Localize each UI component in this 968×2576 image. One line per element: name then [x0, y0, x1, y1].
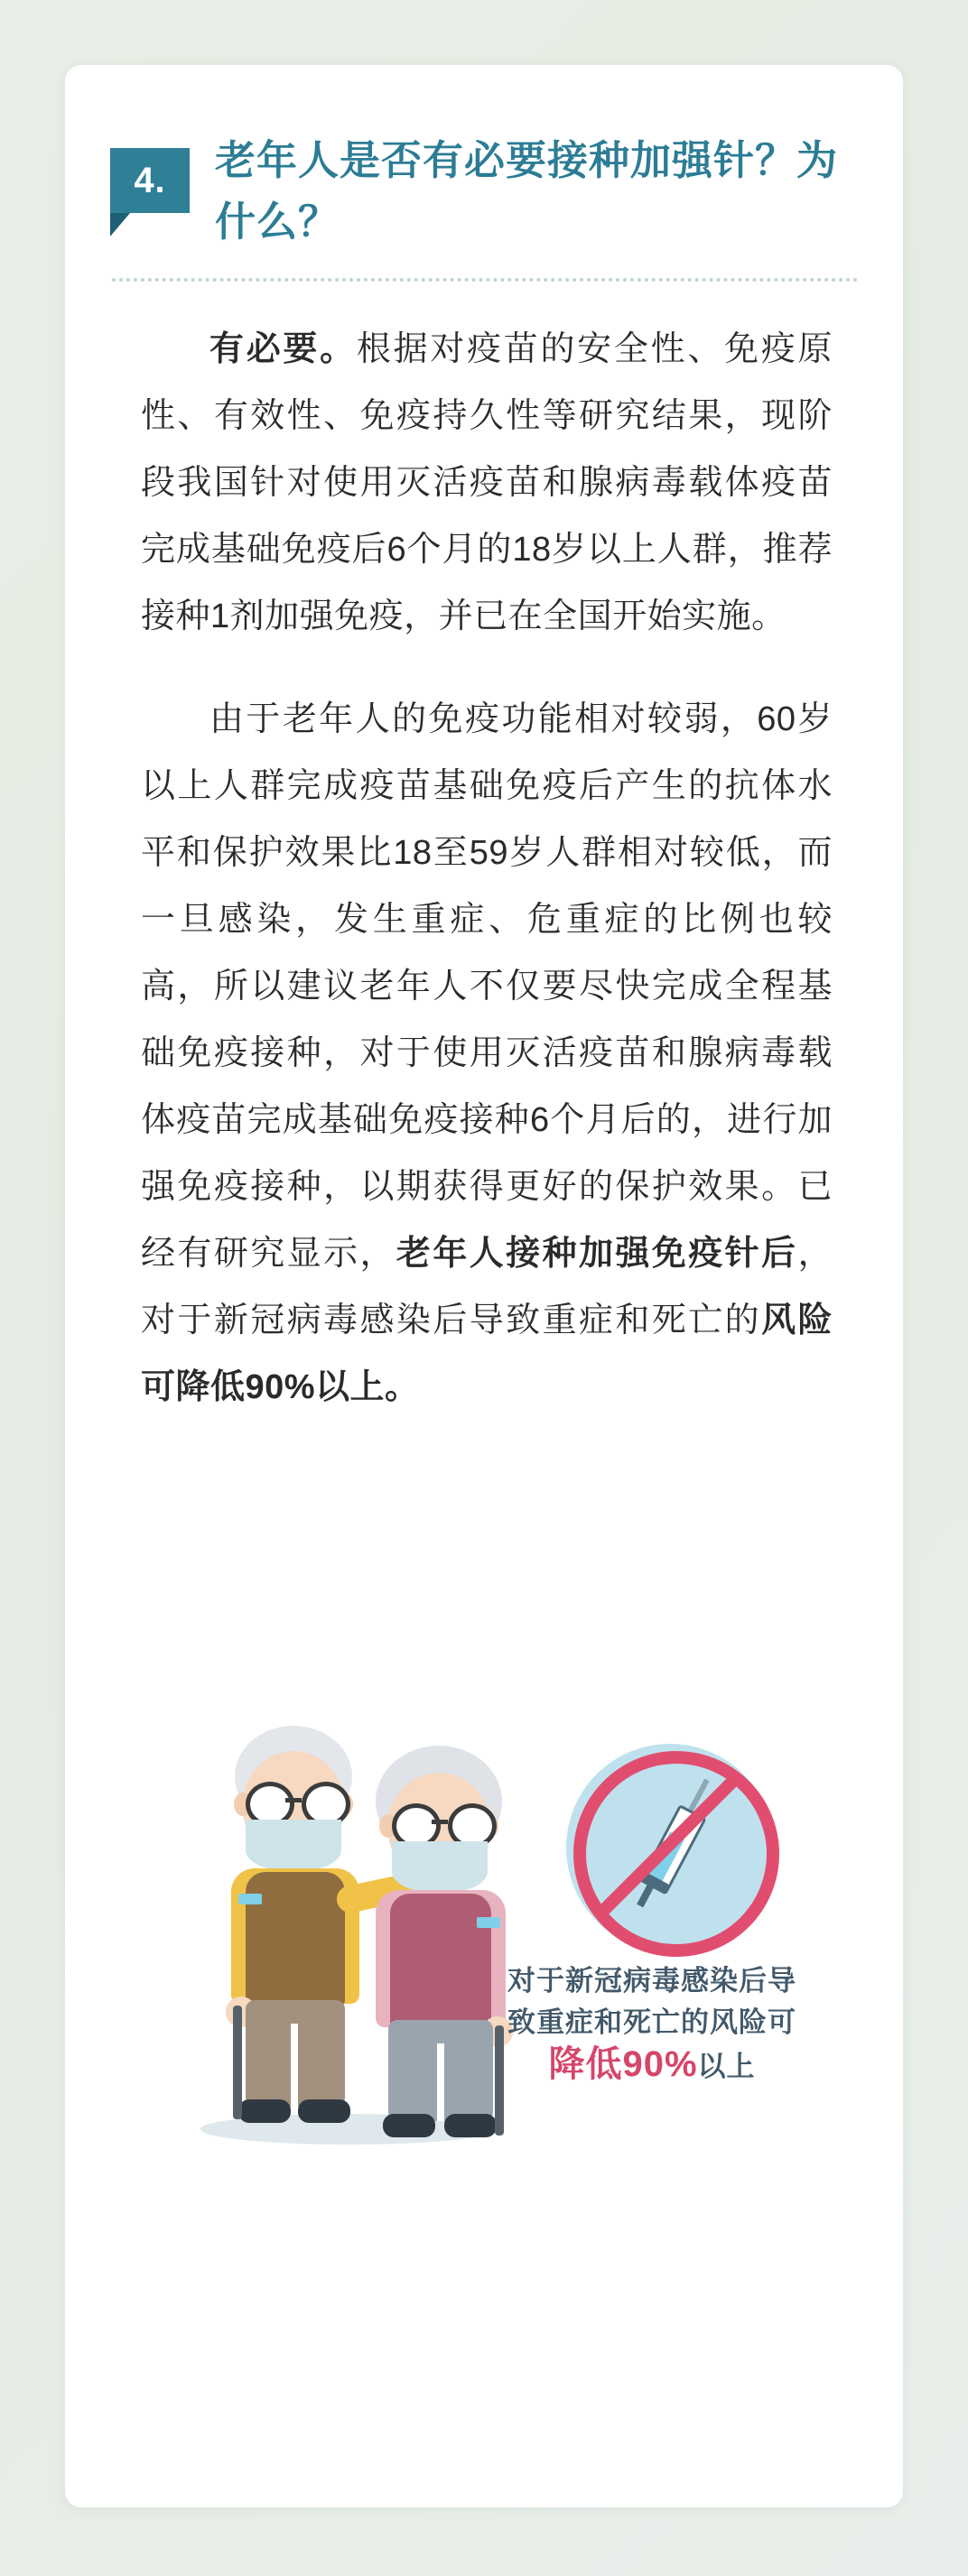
callout-tail: 以上: [697, 2051, 756, 2082]
woman-leg-gap: [437, 2043, 444, 2121]
callout-line-1: 对于新冠病毒感染后导: [507, 1965, 796, 1997]
man-vest: [246, 1872, 345, 2007]
sign-ring: [573, 1751, 779, 1957]
badge-tail-shape: [110, 213, 130, 236]
illustration-callout: [489, 1960, 814, 2088]
man-face-mask: [246, 1820, 341, 1870]
man-glasses-bridge: [285, 1798, 302, 1802]
woman-shoe-right: [444, 2114, 497, 2137]
callout-highlight: 降低90%: [548, 2044, 698, 2084]
text-run: 根据对疫苗的安全性、免疫原性、有效性、免疫持久性等研究结果，现阶段我国针对使用灭活疫苗和腺病毒载体疫苗完成基础免疫后6个月的18岁以上人群，推荐接种1剂加强免疫，并已在全国开始实施。: [141, 330, 833, 635]
text-run: 有必要。: [209, 330, 357, 368]
page-title: 老年人是否有必要接种加强针？为什么？: [215, 137, 839, 245]
article-body: [141, 316, 833, 1421]
woman-face-mask: [392, 1841, 488, 1892]
text-run: 风险可降低90%以上。: [141, 1302, 833, 1406]
man-shoe-right: [298, 2099, 350, 2123]
card-header: [65, 65, 903, 259]
text-run: ，对于新冠病毒感染后导致重症和死亡的: [141, 1235, 833, 1339]
man-leg-gap: [291, 2024, 298, 2107]
woman-cardigan: [390, 1894, 491, 2029]
no-entry-syringe-icon: [566, 1744, 774, 1951]
man-cane: [233, 2006, 242, 2119]
woman-glasses-bridge: [432, 1820, 448, 1824]
question-number-badge: 4.: [110, 148, 190, 213]
woman-vaccine-band: [477, 1917, 500, 1928]
paragraph-1: [141, 316, 833, 650]
info-card: [65, 65, 903, 2507]
woman-shoe-left: [383, 2114, 435, 2137]
illustration-area: [65, 1690, 903, 2195]
callout-line-3: [489, 2043, 814, 2088]
text-run: 由于老年人的免疫功能相对较弱，60岁以上人群完成疫苗基础免疫后产生的抗体水平和保护效果比18至59岁人群相对较低，而一旦感染，发生重症、危重症的比例也较高，所以建议老年人不仅要尽快完成全程基础免疫接种，对于使用灭活疫苗和腺病毒载体疫苗完成基础免疫接种6个月后的，进行加强免疫接种，以期获得更好的保护效果。已经有研究显示，: [141, 700, 833, 1273]
text-run: 老年人接种加强免疫针后: [396, 1235, 798, 1273]
divider: [112, 278, 858, 282]
man-shoe-left: [238, 2099, 291, 2123]
man-vaccine-band: [238, 1894, 262, 1904]
callout-line-2: 致重症和死亡的风险可: [507, 2006, 796, 2038]
paragraph-2: [141, 686, 833, 1421]
